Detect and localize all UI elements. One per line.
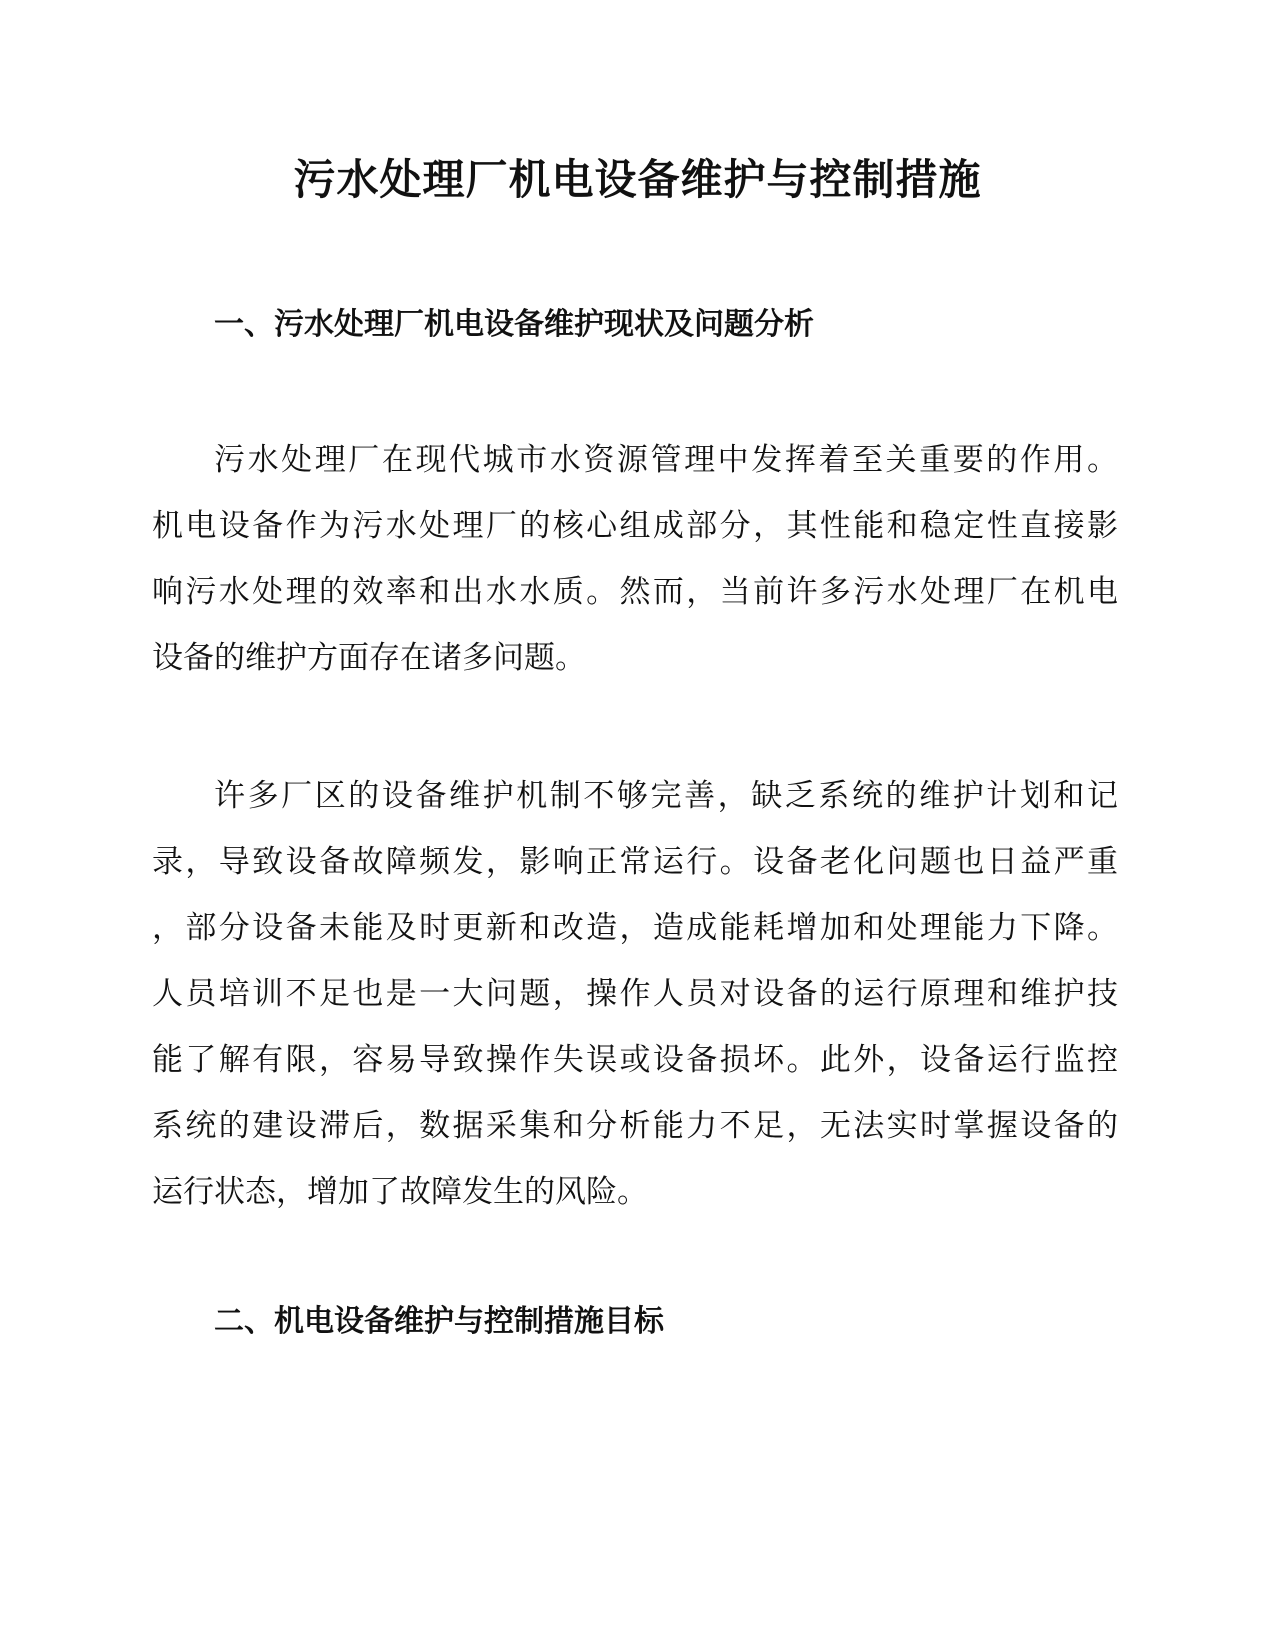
paragraph-line: 系统的建设滞后，数据采集和分析能力不足，无法实时掌握设备的 [152,1108,1118,1144]
paragraph-2 [152,763,1118,1225]
paragraph-line: 能了解有限，容易导致操作失误或设备损坏。此外，设备运行监控 [152,1042,1118,1078]
paragraph-line: 录，导致设备故障频发，影响正常运行。设备老化问题也日益严重 [152,844,1118,880]
paragraph-line: 许多厂区的设备维护机制不够完善，缺乏系统的维护计划和记 [214,778,1118,814]
paragraph-line: 运行状态，增加了故障发生的风险。 [152,1174,648,1210]
paragraph-line: 污水处理厂在现代城市水资源管理中发挥着至关重要的作用。 [214,442,1118,478]
paragraph-line: 人员培训不足也是一大问题，操作人员对设备的运行原理和维护技 [152,976,1118,1012]
paragraph-line: 响污水处理的效率和出水水质。然而，当前许多污水处理厂在机电 [152,574,1118,610]
section-heading-2: 二、机电设备维护与控制措施目标 [214,1304,664,1339]
section-heading-1: 一、污水处理厂机电设备维护现状及问题分析 [214,307,814,342]
paragraph-1 [152,427,1118,691]
document-title: 污水处理厂机电设备维护与控制措施 [293,155,982,204]
paragraph-line: ，部分设备未能及时更新和改造，造成能耗增加和处理能力下降。 [152,910,1118,946]
paragraph-line: 设备的维护方面存在诸多问题。 [152,640,586,676]
paragraph-line: 机电设备作为污水处理厂的核心组成部分，其性能和稳定性直接影 [152,508,1118,544]
